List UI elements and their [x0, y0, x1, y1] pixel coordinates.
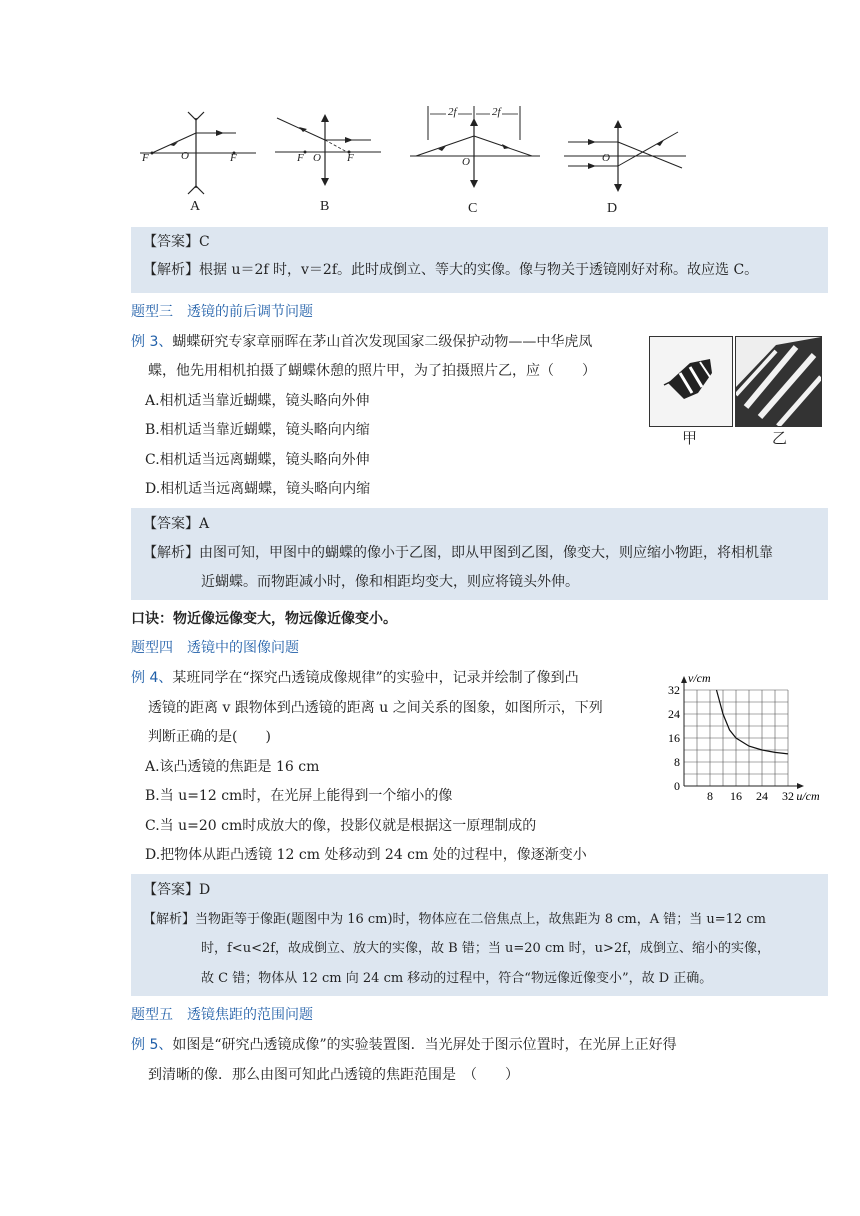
section-title: 题型五 透镜焦距的范围问题	[131, 1007, 313, 1023]
butterfly-photo-jia	[649, 336, 733, 427]
photo-label-jia: 甲	[682, 429, 698, 447]
example-label: 例 3、	[131, 334, 173, 350]
x-tick-label: 24	[756, 789, 768, 803]
analysis-text: 【解析】根据 u＝2f 时，v＝2f。此时成倒立、等大的实像。像与物关于透镜刚好对称。故应选 C。	[143, 262, 759, 278]
analysis-text: 故 C 错；物体从 12 cm 向 24 cm 移动的过程中，符合“物远像近像变小”，故 D 正确。	[201, 971, 713, 986]
option-c: C.当 u=20 cm时成放大的像，投影仪就是根据这一原理制成的	[145, 818, 537, 834]
answer-text: 【答案】C	[143, 234, 210, 250]
answer-text: 【答案】A	[143, 516, 210, 532]
option-a: A.该凸透镜的焦距是 16 cm	[145, 759, 320, 775]
stem-text: 透镜的距离 v 跟物体到凸透镜的距离 u 之间关系的图象，如图所示，下列	[148, 700, 603, 716]
answer-text: 【答案】D	[143, 882, 211, 898]
lens-figure-d	[560, 118, 690, 196]
y-tick-label: 16	[668, 731, 680, 745]
analysis-text: 近蝴蝶。而物距减小时，像和相距均变大，则应将镜头外伸。	[201, 574, 579, 590]
stem-text: 如图是“研究凸透镜成像”的实验装置图．当光屏处于图示位置时，在光屏上正好得	[172, 1037, 677, 1053]
answer-box-ex3	[131, 508, 828, 600]
y-tick-label: 8	[674, 755, 680, 769]
analysis-text: 【解析】由图可知，甲图中的蝴蝶的像小于乙图，即从甲图到乙图，像变大，则应缩小物距，将相机靠	[143, 545, 773, 561]
option-d: D.相机适当远离蝴蝶，镜头略向内缩	[145, 481, 371, 497]
optical-center-label: O	[462, 156, 470, 168]
mnemonic: 口诀：物近像远像变大，物远像近像变小。	[131, 611, 397, 627]
y-tick-label: 0	[674, 779, 680, 793]
stem-text: 判断正确的是( )	[148, 729, 271, 745]
analysis-text: 时，f<u<2f，故成倒立、放大的实像，故 B 错；当 u=20 cm 时，u>2f，成倒立、缩小的实像，	[201, 941, 771, 956]
y-tick-label: 24	[668, 707, 680, 721]
vu-chart	[660, 670, 830, 810]
x-tick-label: 8	[707, 789, 713, 803]
photo-label-yi: 乙	[772, 429, 788, 447]
lens-figure-c	[408, 104, 544, 194]
option-b: B.相机适当靠近蝴蝶，镜头略向内缩	[145, 422, 370, 438]
series-line	[717, 690, 789, 754]
figure-label-c: C	[468, 201, 478, 216]
answer-box-ex4	[131, 874, 828, 996]
y-tick-label: 32	[668, 683, 680, 697]
optical-center-label: O	[313, 152, 321, 164]
example-label: 例 5、	[131, 1037, 173, 1053]
optical-center-label: O	[602, 152, 610, 164]
option-d: D.把物体从距凸透镜 12 cm 处移动到 24 cm 处的过程中，像逐渐变小	[145, 847, 587, 863]
question-stem	[131, 1034, 677, 1056]
two-f-label: 2f	[492, 106, 501, 118]
x-tick-label: 32	[782, 789, 794, 803]
option-c: C.相机适当远离蝴蝶，镜头略向外伸	[145, 452, 370, 468]
y-axis-arrow	[681, 676, 687, 683]
option-b: B.当 u=12 cm时，在光屏上能得到一个缩小的像	[145, 788, 453, 804]
example-label: 例 4、	[131, 670, 173, 686]
figure-label-b: B	[320, 199, 330, 214]
y-axis-label: v/cm	[688, 671, 711, 685]
analysis-text: 【解析】当物距等于像距(题图中为 16 cm)时，物体应在二倍焦点上，故焦距为 8 cm，A 错；当 u=12 cm	[143, 912, 766, 927]
vu-chart-svg	[660, 670, 830, 810]
focus-label: F	[347, 152, 354, 164]
butterfly-photo-yi	[735, 336, 822, 427]
stem-text: 某班同学在“探究凸透镜成像规律”的实验中，记录并绘制了像到凸	[172, 670, 579, 686]
figure-label-d: D	[607, 201, 618, 216]
optical-center-label: O	[181, 150, 189, 162]
focus-label: F	[230, 152, 237, 164]
lens-figure-b	[273, 112, 383, 192]
stem-text: 到清晰的像．那么由图可知此凸透镜的焦距范围是 （ ）	[148, 1067, 519, 1083]
stem-text: 蝴蝶研究专家章丽晖在茅山首次发现国家二级保护动物——中华虎凤	[172, 334, 593, 350]
lens-figure-a	[138, 110, 258, 210]
two-f-label: 2f	[448, 106, 457, 118]
focus-label: F	[142, 152, 149, 164]
question-stem	[131, 331, 592, 353]
answer-box-ex2	[131, 227, 828, 293]
section-title: 题型三 透镜的前后调节问题	[131, 304, 313, 320]
question-stem	[131, 667, 579, 689]
figure-label-a: A	[190, 199, 201, 214]
focus-label: F	[297, 152, 304, 164]
x-axis-label: u/cm	[796, 789, 820, 803]
option-a: A.相机适当靠近蝴蝶，镜头略向外伸	[145, 393, 370, 409]
section-title: 题型四 透镜中的图像问题	[131, 640, 299, 656]
stem-text: 蝶，他先用相机拍摄了蝴蝶休憩的照片甲，为了拍摄照片乙，应（ ）	[148, 363, 596, 379]
x-tick-label: 16	[730, 789, 742, 803]
